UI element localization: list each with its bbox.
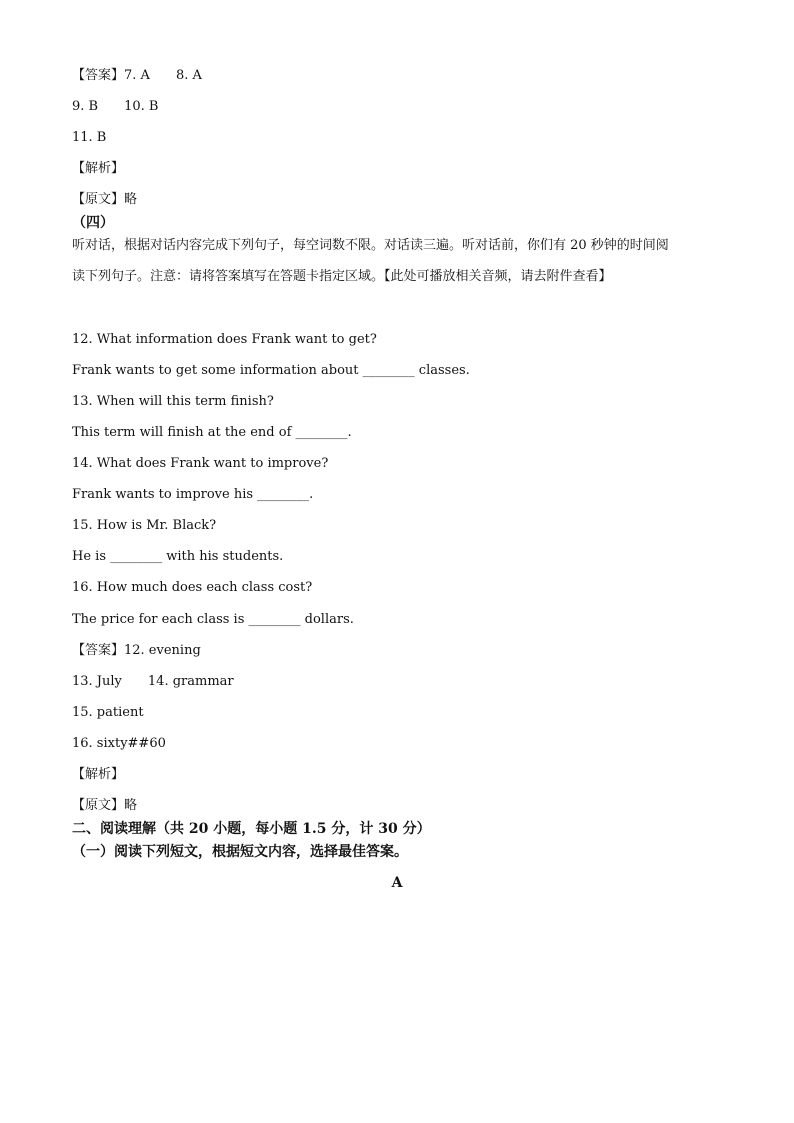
sentence-12: Frank wants to get some information about ________ classes.: [72, 362, 470, 378]
answer-line-11: 11. B: [72, 130, 107, 146]
answer-line-13-14: [72, 670, 722, 701]
section-4-instruction-1: 听对话，根据对话内容完成下列句子，每空词数不限。对话读三遍。听对话前，你们有 20 秒钟的时间阅: [72, 238, 669, 254]
answer-line-9-10: [72, 95, 722, 126]
answer-16: 16. sixty##60: [72, 735, 166, 751]
answer-9: 9. B: [72, 99, 99, 115]
answer-12: 【答案】12. evening: [72, 642, 201, 658]
answer-line-7-8: [72, 64, 722, 95]
original-text-label-2: 【原文】略: [72, 798, 138, 814]
section-4-instruction-2: 读下列句子。注意：请将答案填写在答题卡指定区域。【此处可播放相关音频，请去附件查看】: [72, 269, 612, 285]
section-4-heading: （四）: [72, 215, 114, 232]
spacer: [72, 297, 722, 328]
analysis-label-2: 【解析】: [72, 766, 125, 782]
answer-15: 15. patient: [72, 704, 144, 720]
question-12: 12. What information does Frank want to get?: [72, 331, 377, 347]
sentence-16: The price for each class is ________ dollars.: [72, 611, 354, 627]
answer-8: 8. A: [175, 68, 202, 83]
question-15: 15. How is Mr. Black?: [72, 518, 217, 534]
answer-13: 13. July: [72, 673, 122, 689]
question-13: 13. When will this term finish?: [72, 393, 274, 409]
question-14: 14. What does Frank want to improve?: [72, 456, 329, 472]
original-text-label: 【原文】略: [72, 192, 138, 208]
answer-10: 10. B: [124, 99, 159, 115]
analysis-label: 【解析】: [72, 161, 125, 177]
sentence-14: Frank wants to improve his ________.: [72, 487, 314, 503]
answer-7: 【答案】7. A: [72, 68, 150, 83]
answer-14: 14. grammar: [147, 673, 234, 689]
sentence-15: He is ________ with his students.: [72, 549, 284, 565]
reading-subheading: （一）阅读下列短文，根据短文内容，选择最佳答案。: [72, 844, 408, 861]
document-page: [72, 64, 722, 902]
question-16: 16. How much does each class cost?: [72, 580, 313, 596]
passage-letter: A: [391, 875, 403, 892]
reading-section-heading: 二、阅读理解（共 20 小题，每小题 1.5 分，计 30 分）: [72, 821, 431, 838]
sentence-13: This term will finish at the end of ________.: [72, 424, 352, 440]
